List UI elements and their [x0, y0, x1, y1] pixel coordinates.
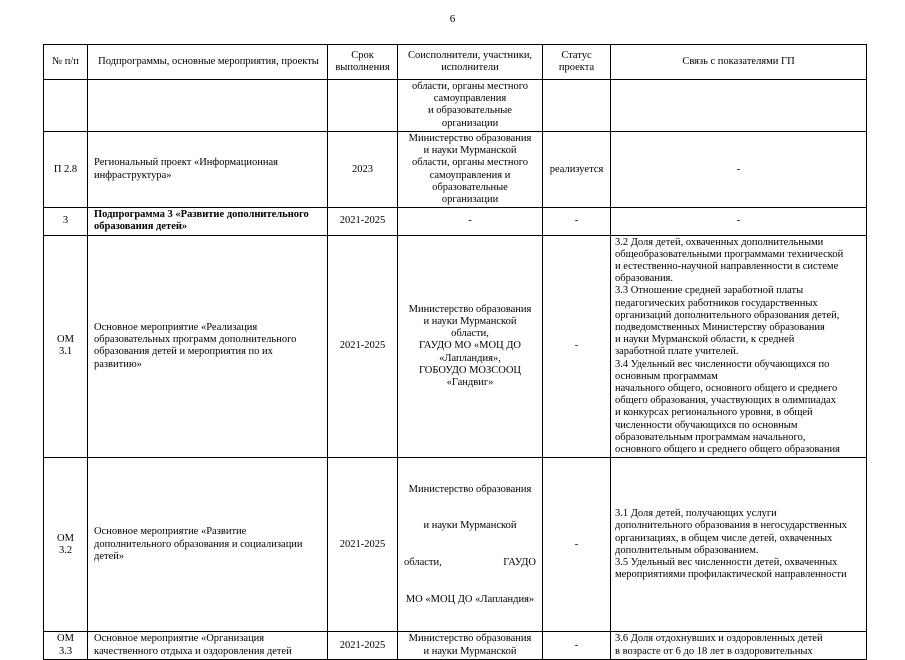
table-row-om-3-1: [44, 235, 867, 458]
executors-line: области, ГАУДО: [404, 556, 536, 568]
row-om-3-2-term: 2021-2025: [328, 458, 398, 632]
header-indicators: Связь с показателями ГП: [611, 45, 867, 80]
row-om-3-3-status: -: [543, 632, 611, 660]
row-subprogram-3-status: -: [543, 208, 611, 235]
row-continuation-executors: области, органы местного самоуправления и образовательные организации: [398, 80, 543, 132]
row-subprogram-3-indicators: -: [611, 208, 867, 235]
row-om-3-2-program: Основное мероприятие «Развитие дополнительного образования и социализации детей»: [88, 458, 328, 632]
row-subprogram-3-program: Подпрограмма 3 «Развитие дополнительного образования детей»: [88, 208, 328, 235]
row-om-3-3-number: ОМ 3.3: [44, 632, 88, 660]
row-p2-8-program: Региональный проект «Информационная инфраструктура»: [88, 132, 328, 208]
row-om-3-1-status: -: [543, 235, 611, 458]
header-program: Подпрограммы, основные мероприятия, проекты: [88, 45, 328, 80]
table-row-p2-8: [44, 132, 867, 208]
row-continuation-program: [88, 80, 328, 132]
row-p2-8-number: П 2.8: [44, 132, 88, 208]
table-row-om-3-3: [44, 632, 867, 660]
row-om-3-1-executors: Министерство образования и науки Мурманской области, ГАУДО МО «МОЦ ДО «Лапландия», ГОБОУДО МОЗСООЦ «Гандвиг»: [398, 235, 543, 458]
row-subprogram-3-executors: -: [398, 208, 543, 235]
row-om-3-2-status: -: [543, 458, 611, 632]
row-om-3-2-executors: [398, 458, 543, 632]
row-om-3-1-program: Основное мероприятие «Реализация образовательных программ дополнительного образования детей и мероприятия по их развитию»: [88, 235, 328, 458]
table-row-continuation: [44, 80, 867, 132]
row-om-3-3-term: 2021-2025: [328, 632, 398, 660]
executors-line: Министерство образования: [408, 483, 532, 495]
table-header-row: [44, 45, 867, 80]
row-om-3-2-indicators: 3.1 Доля детей, получающих услуги дополнительного образования в негосударственных организациях, в общем числе детей, охваченных дополнительным образованием. 3.5 Удельный вес численности детей, охваченных мероприятиями профилактической направленности: [611, 458, 867, 632]
header-term: Срок выполнения: [328, 45, 398, 80]
table-row-subprogram-3: [44, 208, 867, 235]
row-p2-8-status: реализуется: [543, 132, 611, 208]
executors-line: и науки Мурманской: [423, 520, 517, 532]
row-p2-8-executors: Министерство образования и науки Мурманской области, органы местного самоуправления и образовательные организации: [398, 132, 543, 208]
header-number: № п/п: [44, 45, 88, 80]
executors-line: МО «МОЦ ДО «Лапландия»: [405, 593, 535, 605]
header-status: Статус проекта: [543, 45, 611, 80]
row-om-3-3-executors: Министерство образования и науки Мурманской: [398, 632, 543, 660]
row-continuation-indicators: [611, 80, 867, 132]
row-p2-8-term: 2023: [328, 132, 398, 208]
page-number: 6: [449, 13, 456, 25]
row-continuation-term: [328, 80, 398, 132]
row-continuation-number: [44, 80, 88, 132]
row-om-3-2-number: ОМ 3.2: [44, 458, 88, 632]
row-subprogram-3-number: 3: [44, 208, 88, 235]
header-executors: Соисполнители, участники, исполнители: [398, 45, 543, 80]
row-om-3-1-term: 2021-2025: [328, 235, 398, 458]
row-subprogram-3-term: 2021-2025: [328, 208, 398, 235]
row-om-3-3-indicators: 3.6 Доля отдохнувших и оздоровленных детей в возрасте от 6 до 18 лет в оздоровительных: [611, 632, 867, 660]
table-row-om-3-2: [44, 458, 867, 632]
program-table: [43, 44, 867, 660]
row-om-3-3-program: Основное мероприятие «Организация качественного отдыха и оздоровления детей: [88, 632, 328, 660]
row-continuation-status: [543, 80, 611, 132]
row-om-3-1-indicators: 3.2 Доля детей, охваченных дополнительными общеобразовательными программами технической и естественно-научной направленности в системе образования. 3.3 Отношение средней заработной платы педагогических работников государственных организаций дополнительного образования детей, подведомственных Министерству образования и науки Мурманской области, к средней заработной плате учителей. 3.4 Удельный вес численности обучающихся по основным программам начального общего, основного общего и среднего общего образования, участвующих в олимпиадах и конкурсах регионального уровня, в общей численности обучающихся по основным образовательным программам начального, основного общего и среднего общего образования: [611, 235, 867, 458]
row-om-3-1-number: ОМ 3.1: [44, 235, 88, 458]
row-p2-8-indicators: -: [611, 132, 867, 208]
